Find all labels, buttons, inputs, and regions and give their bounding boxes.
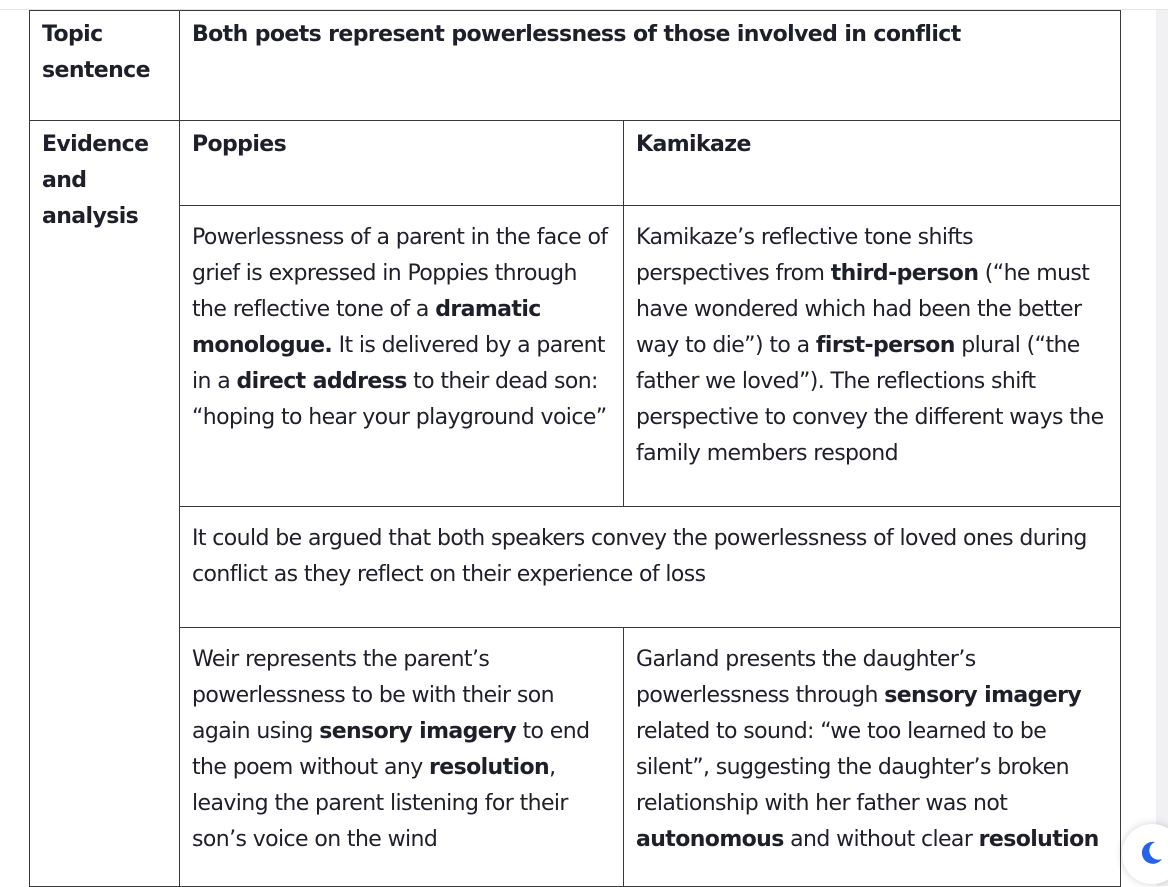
comparison-row	[30, 507, 1121, 628]
analysis-row-2	[30, 628, 1121, 887]
poem-heading-poppies: Poppies	[180, 121, 624, 206]
comparison-text: It could be argued that both speakers convey the powerlessness of loved ones during conflict as they reflect on their experience of loss	[180, 507, 1121, 628]
poppies-analysis-2: Weir represents the parent’s powerlessness to be with their son again using sensory imagery to end the poem without any resolution, leaving the parent listening for their son’s voice on the wind	[180, 628, 624, 887]
analysis-row-1	[30, 206, 1121, 507]
topic-sentence-label: Topic sentence	[30, 11, 180, 121]
poem-heading-kamikaze: Kamikaze	[624, 121, 1121, 206]
poppies-analysis-1: Powerlessness of a parent in the face of grief is expressed in Poppies through the reflective tone of a dramatic monologue. It is delivered by a parent in a direct address to their dead son: “hoping to hear your playground voice”	[180, 206, 624, 507]
page-scrollbar[interactable]	[1156, 10, 1168, 886]
kamikaze-analysis-1: Kamikaze’s reflective tone shifts perspectives from third-person (“he must have wondered which had been the better way to die”) to a first-person plural (“the father we loved”). The reflections shift perspective to convey the different ways the family members respond	[624, 206, 1121, 507]
evidence-analysis-label: Evidence and analysis	[30, 121, 180, 887]
poem-heading-row	[30, 121, 1121, 206]
essay-plan-table	[29, 10, 1121, 887]
topic-sentence-text: Both poets represent powerlessness of those involved in conflict	[180, 11, 1121, 121]
kamikaze-analysis-2: Garland presents the daughter’s powerlessness through sensory imagery related to sound: “we too learned to be silent”, suggesting the daughter’s broken relationship with her father was not autonomous and without clear resolution	[624, 628, 1121, 887]
topic-row	[30, 11, 1121, 121]
theme-toggle-button[interactable]	[1122, 824, 1168, 884]
moon-icon	[1135, 838, 1165, 868]
